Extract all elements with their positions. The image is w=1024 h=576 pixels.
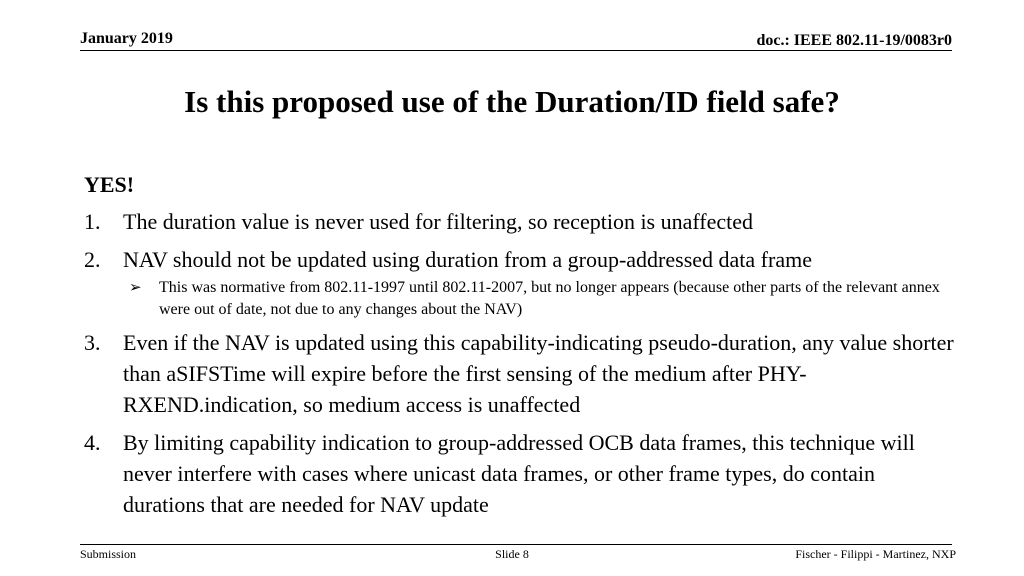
list-text: The duration value is never used for filtering, so reception is unaffected	[123, 209, 754, 234]
header-divider	[80, 50, 952, 51]
sub-list-text: This was normative from 802.11-1997 until 802.11-2007, but no longer appears (because other parts of the relevant annex were out of date, not due to any changes about the NAV)	[159, 279, 940, 318]
slide-body	[84, 170, 954, 527]
list-text: NAV should not be updated using duration from a group-addressed data frame	[123, 247, 812, 272]
list-number: 3.	[84, 330, 101, 355]
footer-submission: Submission	[80, 547, 137, 561]
footer-slide-number: Slide 8	[495, 547, 529, 561]
list-item-1	[84, 206, 954, 237]
list-item-2	[84, 244, 954, 275]
list-number: 4.	[84, 430, 101, 455]
footer-authors: Fischer - Filippi - Martinez, NXP	[795, 547, 956, 561]
header-doc-id: doc.: IEEE 802.11-19/0083r0	[756, 32, 952, 49]
list-number: 1.	[84, 209, 101, 234]
list-text: By limiting capability indication to group-addressed OCB data frames, this technique will never interfere with cases where unicast data frames, or other frame types, do contain durations that are needed for NAV update	[123, 430, 915, 517]
footer-divider	[80, 544, 952, 545]
list-item-3	[84, 327, 954, 420]
list-item-4	[84, 427, 954, 520]
arrow-bullet-icon: ➢	[129, 280, 142, 296]
list-text: Even if the NAV is updated using this capability-indicating pseudo-duration, any value shorter than aSIFSTime will expire before the first sensing of the medium after PHY-RXEND.indication, so medium access is unaffected	[123, 330, 954, 417]
slide-title: Is this proposed use of the Duration/ID field safe?	[184, 84, 840, 119]
list-number: 2.	[84, 247, 101, 272]
lead-text: YES!	[84, 172, 135, 197]
header-date: January 2019	[80, 30, 173, 47]
sub-list-item	[129, 277, 954, 321]
